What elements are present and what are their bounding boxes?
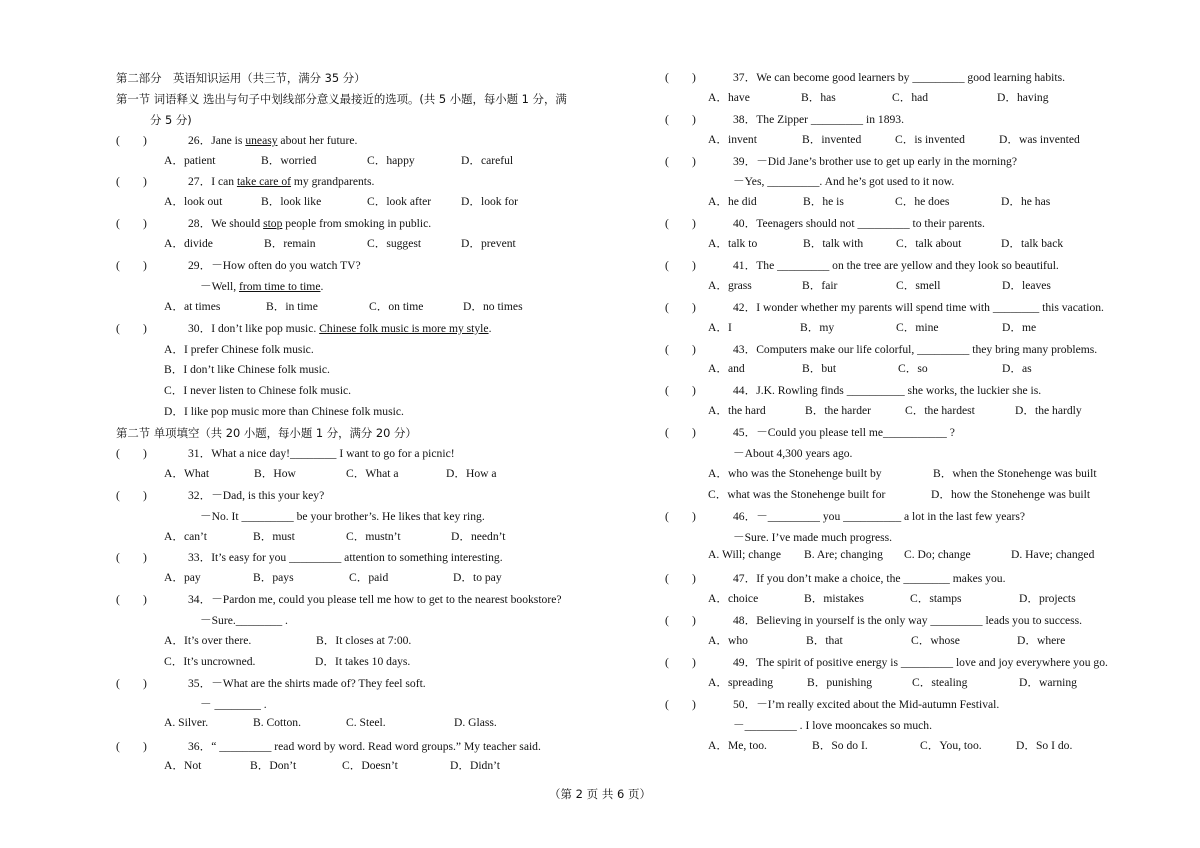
option-b[interactable]: B．pays [253, 571, 294, 585]
answer-bracket[interactable]: ( ) [116, 217, 147, 231]
option-a[interactable]: A．invent [708, 132, 757, 146]
question-44: ( ) 44．J.K. Rowling finds __________ she works, the luckier she is. [665, 381, 1120, 402]
option-a[interactable]: A．grass [708, 278, 752, 292]
question-48: ( ) 48．Believing in yourself is the only way _________ leads you to success. [665, 611, 1120, 632]
options-44 [665, 402, 1120, 423]
options-40 [665, 235, 1120, 256]
answer-bracket[interactable]: ( ) [665, 384, 696, 398]
option-b[interactable]: B．It closes at 7:00. [316, 634, 412, 648]
section1-title-cont: 分 5 分) [150, 112, 192, 127]
answer-bracket[interactable]: ( ) [665, 217, 696, 231]
option-c[interactable]: C．what was the Stonehenge built for [708, 487, 886, 501]
options-36 [116, 757, 612, 778]
option-d[interactable]: D．look for [461, 195, 518, 209]
options-39 [665, 193, 1120, 214]
section2-title: 第二节 单项填空（共 20 小题，每小题 1 分，满分 20 分） [116, 426, 417, 441]
option-c[interactable]: C．had [892, 90, 929, 104]
option-a[interactable]: A．Not [164, 759, 202, 773]
option-d[interactable]: D．Didn’t [450, 759, 501, 773]
option-b[interactable]: B．that [806, 634, 843, 648]
options-41 [665, 277, 1120, 298]
option-c[interactable]: C．mustn’t [346, 529, 401, 543]
answer-bracket[interactable]: ( ) [116, 133, 147, 147]
option-b[interactable]: B．mistakes [804, 592, 864, 606]
answer-bracket[interactable]: ( ) [116, 175, 147, 189]
option-d[interactable]: D．careful [461, 153, 514, 167]
option-c[interactable]: C．suggest [367, 237, 422, 251]
option-a[interactable]: A. Will; change [708, 548, 782, 562]
right-column [665, 68, 1120, 757]
answer-bracket[interactable]: ( ) [665, 655, 696, 669]
option-c[interactable]: C．stealing [912, 675, 968, 689]
option-b[interactable]: B．he is [803, 195, 844, 209]
option-c[interactable]: C．he does [895, 195, 950, 209]
question-43: ( ) 43．Computers make our life colorful, _________ they bring many problems. [665, 340, 1120, 361]
options-35 [116, 716, 612, 737]
question-47: ( ) 47．If you don’t make a choice, the ________ makes you. [665, 569, 1120, 590]
option-a[interactable]: A．pay [164, 571, 201, 585]
option-a[interactable]: A．the hard [708, 404, 766, 418]
question-39: ( ) 39．－Did Jane’s brother use to get up early in the morning? [665, 152, 1120, 173]
answer-bracket[interactable]: ( ) [665, 112, 696, 126]
option-d[interactable]: D．me [1002, 320, 1037, 334]
answer-bracket[interactable]: ( ) [665, 300, 696, 314]
options-27 [116, 193, 612, 214]
option-d[interactable]: D．prevent [461, 237, 516, 251]
option-c[interactable]: C．paid [349, 571, 389, 585]
option-b[interactable]: B．fair [802, 278, 838, 292]
option-b[interactable]: B．punishing [807, 675, 873, 689]
answer-bracket[interactable]: ( ) [116, 447, 147, 461]
options-34a [116, 632, 612, 653]
answer-bracket[interactable]: ( ) [665, 697, 696, 711]
question-45-reply: －About 4,300 years ago. [733, 447, 853, 461]
option-d[interactable]: D．how the Stonehenge was built [931, 487, 1091, 501]
question-32-reply: －No. It _________ be your brother’s. He likes that key ring. [200, 509, 485, 523]
section1-title: 第一节 词语释义 选出与句子中划线部分意义最接近的选项。(共 5 小题，每小题 1 分，满 [116, 91, 567, 106]
options-33 [116, 569, 612, 590]
option-b[interactable]: B．worried [261, 153, 317, 167]
option-b[interactable]: B．but [802, 362, 837, 376]
option-a[interactable]: A．who was the Stonehenge built by [708, 466, 882, 480]
option-b[interactable]: B．the harder [805, 404, 871, 418]
answer-bracket[interactable]: ( ) [116, 259, 147, 273]
option-a[interactable]: A．have [708, 90, 750, 104]
options-29 [116, 298, 612, 319]
option-c[interactable]: C．I never listen to Chinese folk music. [164, 384, 352, 398]
options-37 [665, 89, 1120, 110]
answer-bracket[interactable]: ( ) [665, 342, 696, 356]
option-b[interactable]: B．invented [802, 132, 862, 146]
question-32: ( ) 32．－Dad, is this your key? [116, 486, 612, 507]
question-46-reply: －Sure. I’ve made much progress. [733, 530, 893, 544]
option-a[interactable]: A．spreading [708, 675, 774, 689]
option-b[interactable]: B. Cotton. [253, 715, 301, 729]
option-d[interactable]: D．How a [446, 466, 497, 480]
underlined-phrase: from time to time [239, 279, 321, 293]
question-41: ( ) 41．The _________ on the tree are yellow and they look so beautiful. [665, 256, 1120, 277]
option-d[interactable]: D．projects [1019, 592, 1076, 606]
left-column [116, 68, 612, 778]
question-50: ( ) 50．－I’m really excited about the Mid-autumn Festival. [665, 695, 1120, 716]
page-footer: （第 2 页 共 6 页） [549, 787, 651, 801]
question-39-reply: －Yes, _________. And he’s got used to it now. [733, 175, 955, 189]
option-c[interactable]: C. Steel. [346, 715, 386, 729]
question-49: ( ) 49．The spirit of positive energy is _________ love and joy everywhere you go. [665, 653, 1120, 674]
question-29: ( ) 29．－How often do you watch TV? [116, 256, 612, 277]
option-b[interactable]: B．remain [264, 237, 316, 251]
question-36: ( ) 36．“ _________ read word by word. Read word groups.” My teacher said. [116, 737, 612, 758]
option-a[interactable]: A．I prefer Chinese folk music. [164, 342, 314, 356]
option-d[interactable]: D．was invented [999, 132, 1080, 146]
option-a[interactable]: A．I [708, 320, 732, 334]
answer-bracket[interactable]: ( ) [665, 259, 696, 273]
option-b[interactable]: B．How [254, 466, 296, 480]
option-c[interactable]: C．is invented [895, 132, 965, 146]
option-d[interactable]: D．I like pop music more than Chinese folk music. [164, 405, 404, 419]
options-46 [665, 548, 1120, 569]
answer-bracket[interactable]: ( ) [116, 488, 147, 502]
option-c[interactable]: C．It’s uncrowned. [164, 654, 256, 668]
option-d[interactable]: D．he has [1001, 195, 1051, 209]
answer-bracket[interactable]: ( ) [116, 551, 147, 565]
question-35: ( ) 35．－What are the shirts made of? They feel soft. [116, 674, 612, 695]
option-c[interactable]: C．happy [367, 153, 415, 167]
underlined-phrase: Chinese folk music is more my style [319, 321, 489, 335]
option-d[interactable]: D. Have; changed [1011, 548, 1095, 562]
options-45a [665, 465, 1120, 486]
question-42: ( ) 42．I wonder whether my parents will spend time with ________ this vacation. [665, 298, 1120, 319]
option-d[interactable]: D．where [1017, 634, 1066, 648]
option-b[interactable]: B．has [801, 90, 836, 104]
option-b[interactable]: B. Are; changing [804, 548, 883, 562]
option-d[interactable]: D．as [1002, 362, 1032, 376]
option-a[interactable]: A．It’s over there. [164, 634, 252, 648]
option-a[interactable]: A．look out [164, 195, 223, 209]
option-a[interactable]: A．can’t [164, 529, 207, 543]
option-a[interactable]: A．he did [708, 195, 757, 209]
options-48 [665, 632, 1120, 653]
options-28 [116, 235, 612, 256]
option-b[interactable]: B．I don’t like Chinese folk music. [164, 363, 330, 377]
option-c[interactable]: C．Doesn’t [342, 759, 398, 773]
question-28: ( ) 28．We should stop people from smoking in public. [116, 214, 612, 235]
question-50-reply: －_________ . I love mooncakes so much. [733, 718, 932, 732]
option-b[interactable]: B．when the Stonehenge was built [933, 466, 1097, 480]
answer-bracket[interactable]: ( ) [665, 614, 696, 628]
option-c[interactable]: C．mine [896, 320, 939, 334]
question-34: ( ) 34．－Pardon me, could you please tell me how to get to the nearest bookstore? [116, 590, 612, 611]
question-37: ( ) 37．We can become good learners by _________ good learning habits. [665, 68, 1120, 89]
answer-bracket[interactable]: ( ) [665, 154, 696, 168]
option-d[interactable]: D．So I do. [1016, 738, 1073, 752]
option-a[interactable]: A．divide [164, 237, 213, 251]
option-b[interactable]: B．Don’t [250, 759, 297, 773]
option-b[interactable]: B．in time [266, 299, 318, 313]
option-a[interactable]: A．What [164, 466, 210, 480]
option-d[interactable]: D．to pay [453, 571, 502, 585]
answer-bracket[interactable]: ( ) [665, 426, 696, 440]
option-c[interactable]: C．the hardest [905, 404, 975, 418]
option-b[interactable]: B．talk with [803, 237, 864, 251]
option-b[interactable]: B．my [800, 320, 835, 334]
option-d[interactable]: D．talk back [1001, 237, 1064, 251]
option-d[interactable]: D．warning [1019, 675, 1077, 689]
question-40: ( ) 40．Teenagers should not _________ to their parents. [665, 214, 1120, 235]
options-43 [665, 360, 1120, 381]
answer-bracket[interactable]: ( ) [665, 509, 696, 523]
question-33: ( ) 33．It’s easy for you _________ attention to something interesting. [116, 548, 612, 569]
option-c[interactable]: C．stamps [910, 592, 962, 606]
answer-bracket[interactable]: ( ) [665, 572, 696, 586]
answer-bracket[interactable]: ( ) [116, 676, 147, 690]
underlined-phrase: stop [263, 217, 283, 231]
option-c[interactable]: C．What a [346, 466, 399, 480]
option-a[interactable]: A．Me, too. [708, 738, 767, 752]
option-a[interactable]: A．talk to [708, 237, 758, 251]
options-38 [665, 131, 1120, 152]
option-a[interactable]: A．and [708, 362, 745, 376]
answer-bracket[interactable]: ( ) [116, 321, 147, 335]
question-34-reply: －Sure.________ . [200, 614, 288, 628]
option-c[interactable]: C. Do; change [904, 548, 971, 562]
option-c[interactable]: C．smell [896, 278, 941, 292]
answer-bracket[interactable]: ( ) [665, 71, 696, 84]
answer-bracket[interactable]: ( ) [116, 593, 147, 607]
question-31: ( ) 31．What a nice day!________ I want to go for a picnic! [116, 444, 612, 465]
option-d[interactable]: D．having [997, 90, 1049, 104]
option-d[interactable]: D. Glass. [454, 715, 497, 729]
answer-bracket[interactable]: ( ) [116, 739, 147, 753]
options-49 [665, 674, 1120, 695]
option-c[interactable]: C．on time [369, 299, 424, 313]
option-c[interactable]: C．You, too. [920, 738, 982, 752]
options-31 [116, 465, 612, 486]
option-b[interactable]: B．must [253, 529, 295, 543]
option-b[interactable]: B．look like [261, 195, 322, 209]
question-35-reply: － ________ . [200, 697, 267, 711]
options-42 [665, 319, 1120, 340]
underlined-phrase: take care of [236, 175, 292, 189]
question-30: ( ) 30．I don’t like pop music. Chinese folk music is more my style. [116, 319, 612, 340]
option-d[interactable]: D．the hardly [1015, 404, 1082, 418]
question-26: ( ) 26．Jane is uneasy about her future. [116, 131, 612, 152]
option-c[interactable]: C．so [898, 362, 928, 376]
options-45b [665, 486, 1120, 507]
option-d[interactable]: D．no times [463, 299, 523, 313]
option-b[interactable]: B．So do I. [812, 738, 868, 752]
part-title: 第二部分 英语知识运用（共三节，满分 35 分） [116, 71, 366, 85]
question-29-reply: －Well, from time to time. [200, 279, 324, 293]
options-50 [665, 737, 1120, 758]
option-d[interactable]: D．It takes 10 days. [315, 654, 411, 668]
options-34b [116, 653, 612, 674]
option-a[interactable]: A．choice [708, 592, 759, 606]
option-d[interactable]: D．needn’t [451, 529, 506, 543]
option-c[interactable]: C．look after [367, 195, 432, 209]
option-a[interactable]: A．patient [164, 153, 216, 167]
option-d[interactable]: D．leaves [1002, 278, 1051, 292]
option-a[interactable]: A. Silver. [164, 715, 209, 729]
question-45: ( ) 45．－Could you please tell me___________ ? [665, 423, 1120, 444]
underlined-phrase: uneasy [245, 133, 278, 147]
options-26 [116, 152, 612, 173]
option-a[interactable]: A．who [708, 634, 748, 648]
option-c[interactable]: C．talk about [896, 237, 962, 251]
option-a[interactable]: A．at times [164, 299, 221, 313]
options-32 [116, 528, 612, 549]
question-38: ( ) 38．The Zipper _________ in 1893. [665, 110, 1120, 131]
question-46: ( ) 46．－_________ you __________ a lot in the last few years? [665, 507, 1120, 528]
option-c[interactable]: C．whose [911, 634, 960, 648]
options-47 [665, 590, 1120, 611]
question-27: ( ) 27．I can take care of my grandparents. [116, 172, 612, 193]
